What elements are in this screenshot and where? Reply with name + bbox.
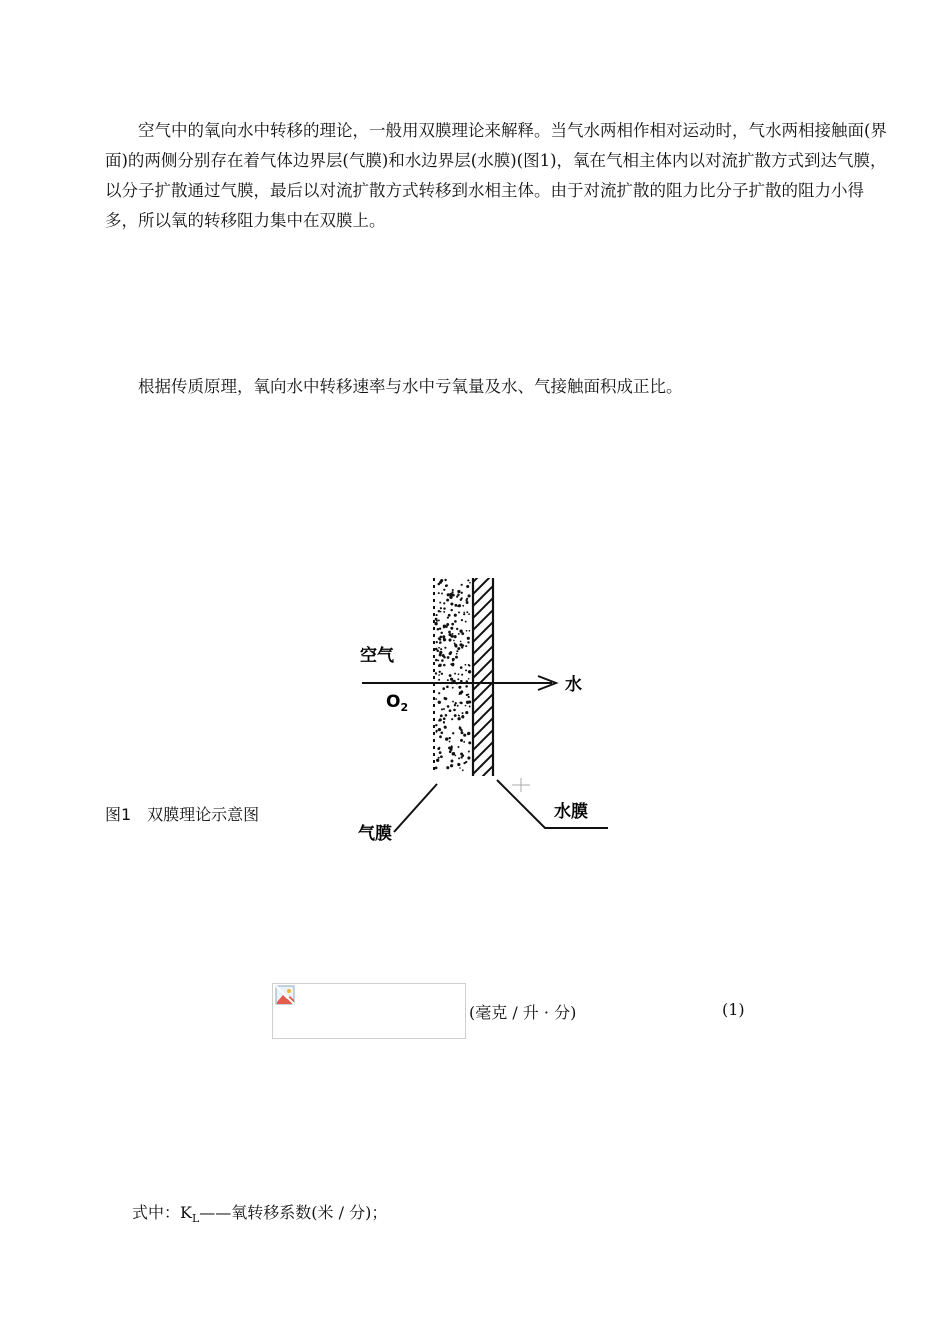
label-water-film: 水膜 bbox=[554, 802, 588, 822]
label-o2: $O_2$ bbox=[386, 692, 409, 714]
equation-image bbox=[272, 983, 466, 1039]
gas-film-stipple bbox=[434, 579, 471, 771]
label-water: 水 bbox=[565, 675, 582, 695]
label-gas-film: 气膜 bbox=[358, 824, 392, 844]
broken-image-icon bbox=[275, 985, 297, 1007]
gas-film-leader bbox=[394, 784, 437, 832]
paragraph-two-film-theory: 空气中的氧向水中转移的理论，一般用双膜理论来解释。当气水两相作相对运动时，气水两相接触面(界面)的两侧分别存在着气体边界层(气膜)和水边界层(水膜)(图1)，氧在气相主体内以对流扩散方式到达气膜，以分子扩散通过气膜，最后以对流扩散方式转移到水相主体。由于对流扩散的阻力比分子扩散的阻力小得多，所以氧的转移阻力集中在双膜上。 bbox=[105, 121, 887, 230]
water-film-leader bbox=[497, 780, 608, 828]
label-air: 空气 bbox=[360, 646, 394, 666]
paragraph-mass-transfer: 根据传质原理，氧向水中转移速率与水中亏氧量及水、气接触面积成正比。 bbox=[138, 377, 683, 396]
water-film-hatching bbox=[473, 570, 495, 810]
variable-definition: 式中：$K_L——$氧转移系数(米 / 分)； bbox=[132, 1203, 388, 1226]
equation-number: (1) bbox=[722, 1000, 745, 1019]
equation-units: (毫克 / 升 · 分) bbox=[469, 1003, 577, 1022]
two-film-diagram bbox=[340, 570, 620, 855]
figure-caption: 图1 双膜理论示意图 bbox=[105, 805, 260, 824]
